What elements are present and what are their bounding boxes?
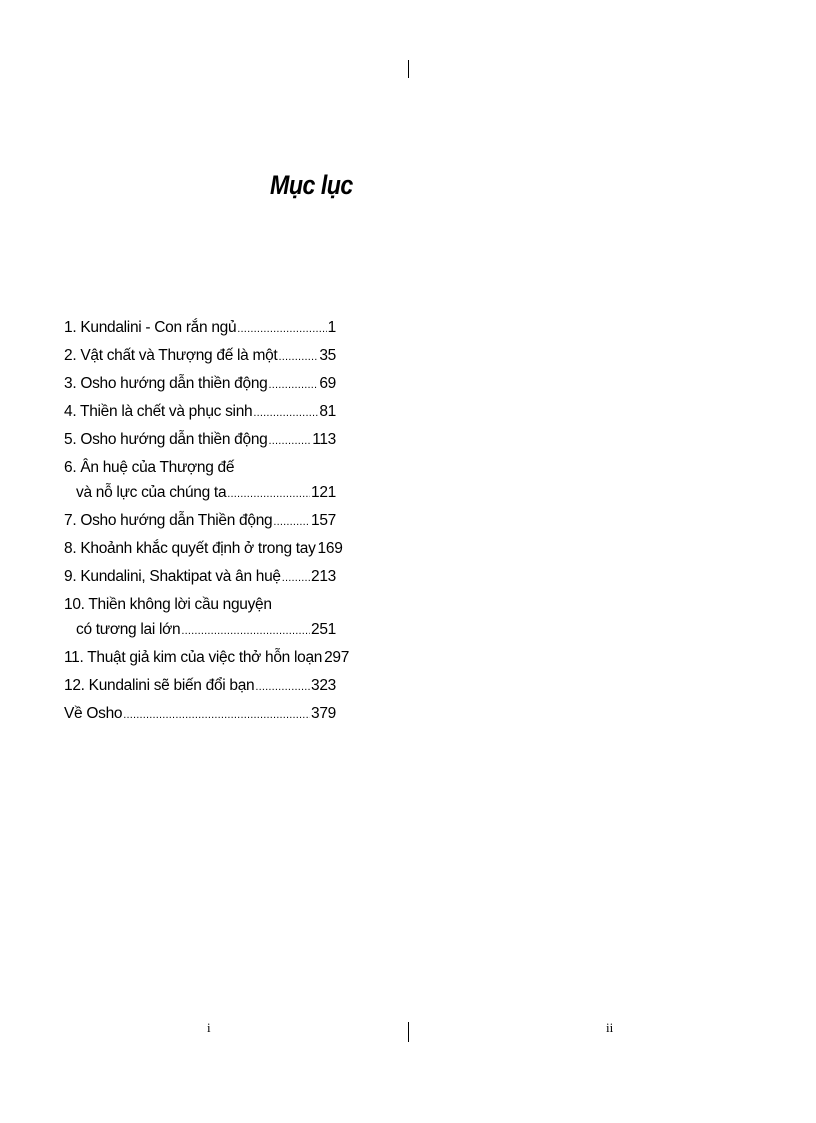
toc-entry — [64, 368, 336, 396]
bottom-gutter-line — [408, 1022, 409, 1042]
top-gutter-line — [408, 60, 409, 78]
toc-entry — [64, 698, 336, 726]
toc-entry-title: 2. Vật chất và Thượng đế là một — [64, 347, 278, 364]
toc-page-number: 69 — [319, 375, 336, 392]
toc-entry-row — [64, 508, 336, 533]
dot-leader — [255, 675, 310, 700]
dot-leader — [253, 401, 318, 426]
toc-entry-row — [76, 480, 336, 505]
toc-entry-row — [64, 427, 336, 452]
toc-page-number: 323 — [311, 677, 336, 694]
toc-page-number: 157 — [311, 512, 336, 529]
toc-entry-row — [64, 536, 343, 561]
toc-entry — [64, 561, 336, 589]
toc-entry — [64, 452, 336, 505]
toc-entry-heading-line — [64, 592, 336, 617]
toc-entry-title: 9. Kundalini, Shaktipat và ân huệ — [64, 568, 281, 585]
right-page-number: ii — [606, 1020, 614, 1035]
toc-entry-title: có tương lai lớn — [76, 621, 181, 638]
left-page-number: i — [207, 1020, 211, 1035]
toc-page-number: 213 — [311, 568, 336, 585]
toc-entry — [64, 312, 336, 340]
toc-entry-row — [76, 617, 336, 642]
toc-entry — [64, 670, 336, 698]
toc-entry-row — [64, 399, 336, 424]
dot-leader — [237, 317, 326, 342]
dot-leader — [181, 619, 310, 644]
toc-entry-title: 5. Osho hướng dẫn thiền động — [64, 431, 268, 448]
toc-page-number: 251 — [311, 621, 336, 638]
table-of-contents — [64, 312, 350, 726]
toc-entry-title: Về Osho — [64, 705, 123, 722]
toc-entry-title: và nỗ lực của chúng ta — [76, 484, 227, 501]
dot-leader — [273, 510, 310, 535]
toc-entry-title: 11. Thuật giả kim của việc thở hỗn loạn — [64, 649, 323, 666]
dot-leader — [123, 703, 310, 728]
toc-page-number: 379 — [311, 705, 336, 722]
toc-entry — [64, 642, 350, 670]
toc-entry-title: 12. Kundalini sẽ biến đổi bạn — [64, 677, 255, 694]
toc-entry-title: 4. Thiền là chết và phục sinh — [64, 403, 253, 420]
toc-entry-row — [64, 371, 336, 396]
toc-entry — [64, 424, 336, 452]
toc-entry-heading-line — [64, 455, 336, 480]
toc-entry-title: 1. Kundalini - Con rắn ngủ — [64, 319, 237, 336]
toc-page-number: 81 — [319, 403, 336, 420]
toc-entry — [64, 396, 336, 424]
toc-page-number: 297 — [324, 649, 350, 666]
dot-leader — [278, 345, 318, 370]
toc-entry-title: 8. Khoảnh khắc quyết định ở trong tay — [64, 540, 316, 557]
toc-entry — [64, 340, 336, 368]
toc-entry-row — [64, 645, 350, 670]
toc-entry-row — [64, 564, 336, 589]
dot-leader — [268, 373, 318, 398]
toc-entry-row — [64, 315, 336, 340]
toc-page-number: 1 — [327, 319, 336, 336]
dot-leader — [282, 566, 310, 591]
toc-entry — [64, 505, 336, 533]
toc-page-number: 169 — [317, 540, 343, 557]
page-title: Mục lục — [270, 170, 353, 200]
toc-entry-row — [64, 343, 336, 368]
dot-leader — [268, 429, 311, 454]
toc-entry-row — [64, 701, 336, 726]
toc-entry-title: 6. Ân huệ của Thượng đế — [64, 459, 235, 476]
toc-page-number: 35 — [319, 347, 336, 364]
toc-entry-title: 10. Thiền không lời cầu nguyện — [64, 596, 272, 613]
toc-page-number: 121 — [311, 484, 336, 501]
toc-entry-row — [64, 673, 336, 698]
toc-entry-title: 7. Osho hướng dẫn Thiền động — [64, 512, 273, 529]
toc-entry — [64, 589, 336, 642]
toc-page-number: 113 — [312, 431, 336, 448]
dot-leader — [227, 482, 310, 507]
toc-entry — [64, 533, 343, 561]
toc-entry-title: 3. Osho hướng dẫn thiền động — [64, 375, 268, 392]
